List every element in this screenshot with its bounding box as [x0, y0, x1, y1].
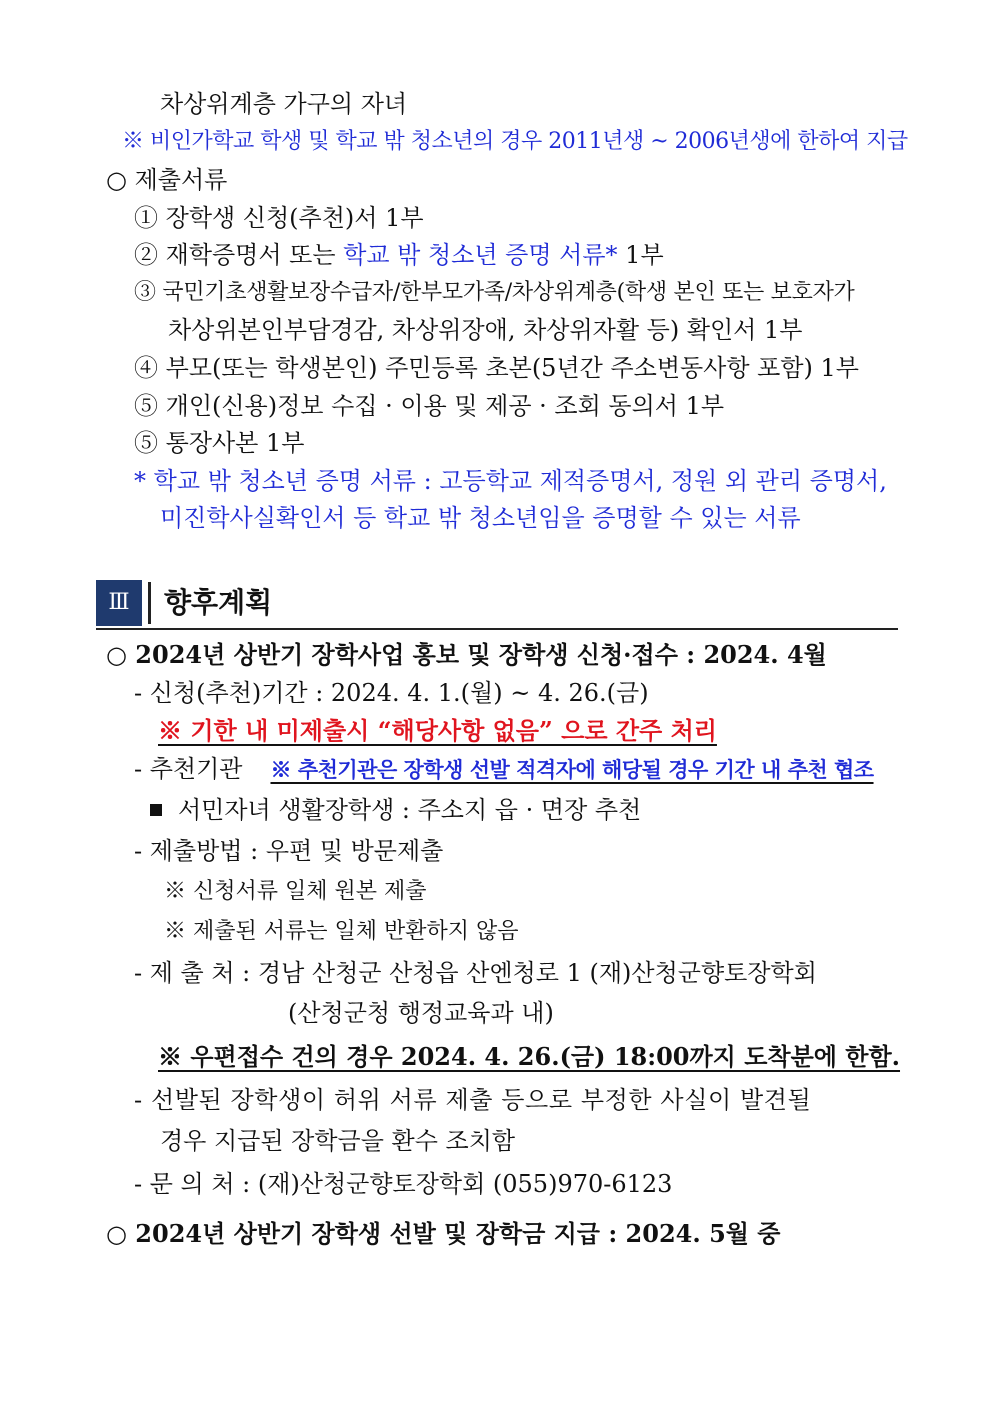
- method-note-2: ※ 제출된 서류는 일체 반환하지 않음: [164, 919, 519, 944]
- recommending-agency: - 추천기관 ※ 추천기관은 장학생 선발 적격자에 해당될 경우 기간 내 추천 협조: [134, 755, 874, 783]
- eligibility-line: 차상위계층 가구의 자녀: [160, 90, 408, 118]
- section-header: [96, 580, 898, 630]
- deadline-note: ※ 기한 내 미제출시 “해당사항 없음” 으로 간주 처리: [158, 716, 717, 745]
- application-period: - 신청(추천)기간 : 2024. 4. 1.(월) ~ 4. 26.(금): [134, 679, 649, 707]
- destination-cont: (산청군청 행정교육과 내): [288, 999, 554, 1027]
- plan-item-1: ○ 2024년 상반기 장학사업 홍보 및 장학생 신청·접수 : 2024. 4월: [106, 640, 827, 669]
- document-item-6: ⑤ 통장사본 1부: [134, 429, 305, 457]
- section-divider: [148, 582, 151, 624]
- destination: - 제 출 처 : 경남 산청군 산청읍 산엔청로 1 (재)산청군향토장학회: [134, 959, 817, 987]
- eligibility-note: ※ 비인가학교 학생 및 학교 밖 청소년의 경우 2011년생 ~ 2006년생에 한하여 지급: [122, 129, 908, 154]
- contact: - 문 의 처 : (재)산청군향토장학회 (055)970-6123: [134, 1170, 673, 1198]
- documents-heading: ○ 제출서류: [106, 166, 228, 194]
- refund-clause-cont: 경우 지급된 장학금을 환수 조치함: [160, 1127, 516, 1155]
- footnote: * 학교 밖 청소년 증명 서류 : 고등학교 제적증명서, 정원 외 관리 증명서,: [134, 467, 887, 495]
- footnote-cont: 미진학사실확인서 등 학교 밖 청소년임을 증명할 수 있는 서류: [160, 504, 801, 532]
- method-note-1: ※ 신청서류 일체 원본 제출: [164, 879, 427, 904]
- section-number: Ⅲ: [96, 580, 142, 626]
- document-item-5: ⑤ 개인(신용)정보 수집 · 이용 및 제공 · 조회 동의서 1부: [134, 392, 725, 420]
- document-item-1: ① 장학생 신청(추천)서 1부: [134, 204, 424, 232]
- section-title: 향후계획: [164, 586, 273, 619]
- document-item-2: ② 재학증명서 또는 학교 밖 청소년 증명 서류* 1부: [134, 241, 664, 269]
- submission-method: - 제출방법 : 우편 및 방문제출: [134, 837, 444, 865]
- agency-item: 서민자녀 생활장학생 : 주소지 읍 · 면장 추천: [150, 795, 641, 825]
- document-item-4: ④ 부모(또는 학생본인) 주민등록 초본(5년간 주소변동사항 포함) 1부: [134, 354, 859, 382]
- postal-deadline-note: ※ 우편접수 건의 경우 2024. 4. 26.(금) 18:00까지 도착분에 한함.: [158, 1042, 901, 1071]
- plan-item-2: ○ 2024년 상반기 장학생 선발 및 장학금 지급 : 2024. 5월 중: [106, 1219, 781, 1248]
- document-item-3: ③ 국민기초생활보장수급자/한부모가족/차상위계층(학생 본인 또는 보호자가: [134, 280, 855, 305]
- section-rule: [96, 628, 898, 630]
- square-bullet-icon: [150, 804, 162, 816]
- refund-clause: - 선발된 장학생이 허위 서류 제출 등으로 부정한 사실이 발견될: [134, 1086, 812, 1114]
- document-item-3-cont: 차상위본인부담경감, 차상위장애, 차상위자활 등) 확인서 1부: [168, 316, 803, 344]
